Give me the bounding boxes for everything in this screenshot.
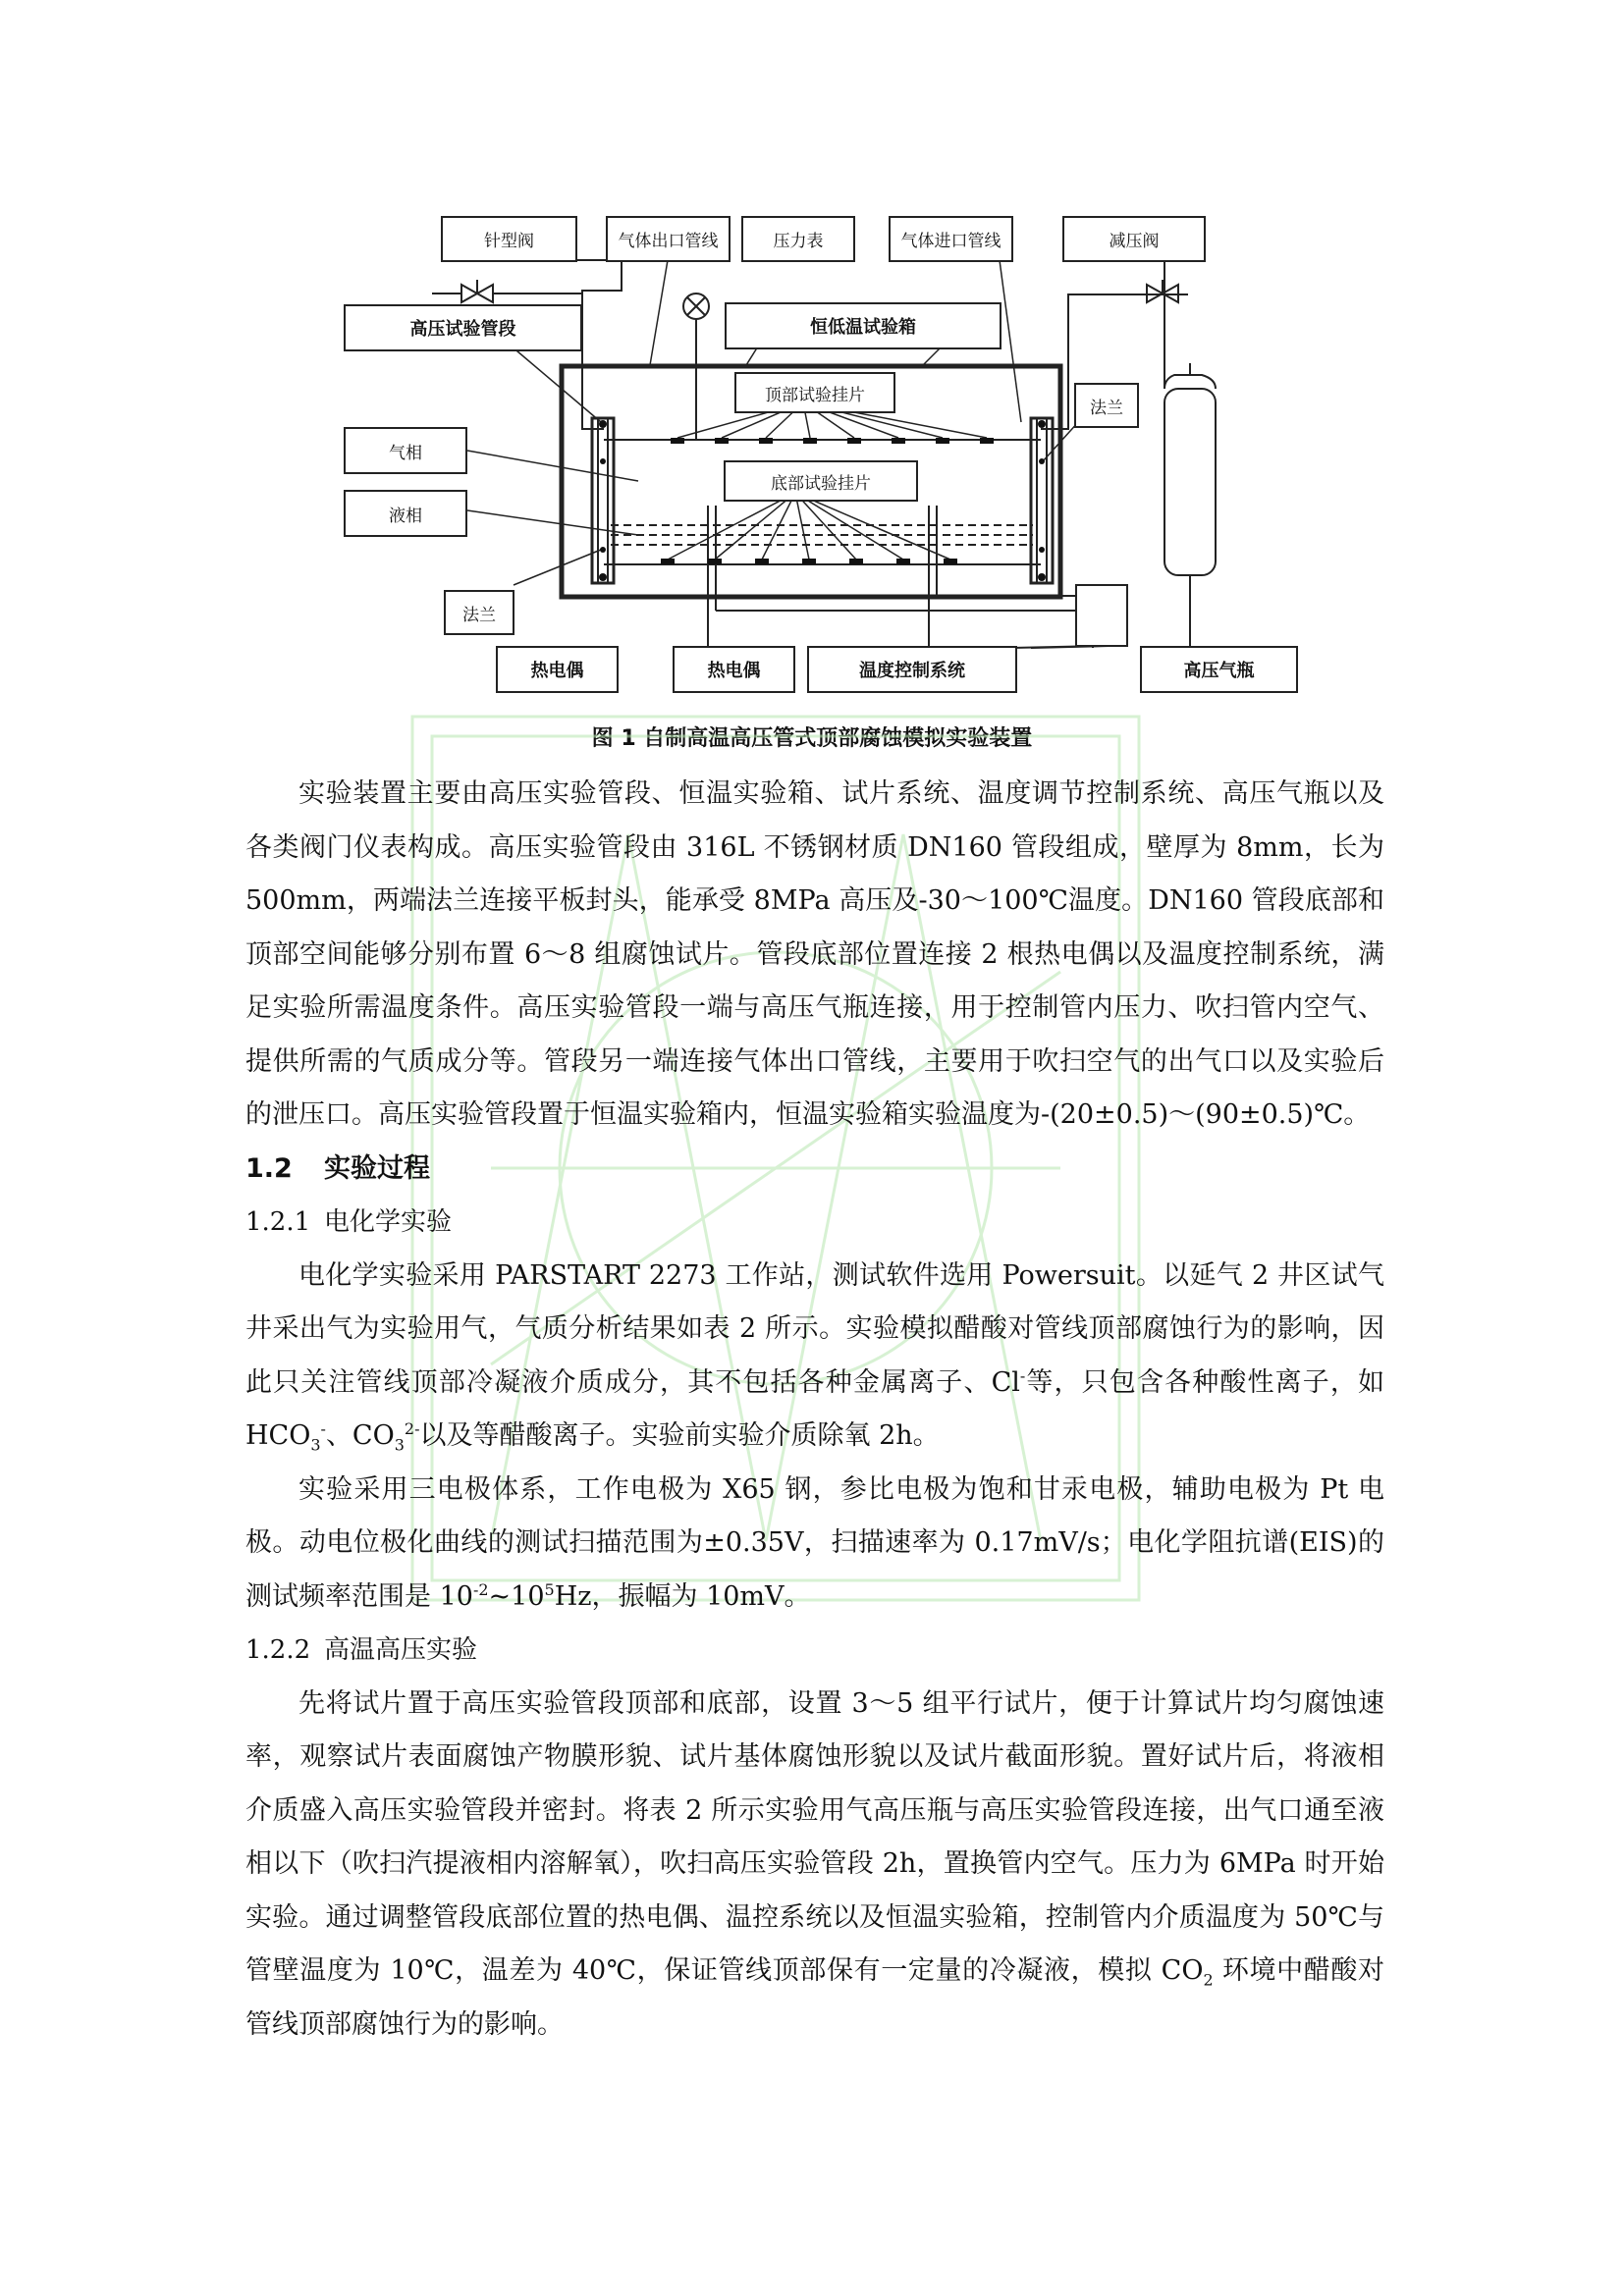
label-pressure-gauge: 压力表: [741, 216, 855, 262]
label-thermocouple-2: 热电偶: [673, 646, 795, 693]
text-run: ~10: [488, 1580, 545, 1612]
label-gas-inlet: 气体进口管线: [889, 216, 1013, 262]
subscript: 3: [394, 1435, 405, 1455]
section-heading-1-2-2: [245, 1624, 1384, 1678]
superscript: 2-: [404, 1419, 420, 1438]
body-text: [245, 768, 1384, 2052]
label-gas-outlet: 气体出口管线: [606, 216, 731, 262]
section-title: 实验过程: [324, 1152, 430, 1184]
text-run: 实验采用三电极体系，工作电极为 X65 钢，参比电极为饱和甘汞电极，辅助电极为 Pt 电极。动电位极化曲线的测试扫描范围为±0.35V，扫描速率为 0.17mV/s；电化学阻抗谱(EIS)的测试频率范围是 10: [245, 1473, 1384, 1612]
subscript: 2: [1203, 1970, 1214, 1990]
text-run: 、CO: [325, 1420, 395, 1451]
section-heading-1-2: [245, 1143, 1384, 1197]
diagram-lines: [0, 0, 1624, 726]
subscript: 3: [310, 1435, 321, 1455]
superscript: -2: [472, 1579, 489, 1599]
text-run: Hz，振幅为 10mV。: [554, 1580, 811, 1612]
label-needle-valve: 针型阀: [441, 216, 577, 262]
paragraph-apparatus: 实验装置主要由高压实验管段、恒温实验箱、试片系统、温度调节控制系统、高压气瓶以及各类阀门仪表构成。高压实验管段由 316L 不锈钢材质 DN160 管段组成，壁厚为 8mm，长为 500mm，两端法兰连接平板封头，能承受 8MPa 高压及-30～100℃温度。DN160 管段底部和顶部空间能够分别布置 6～8 组腐蚀试片。管段底部位置连接 2 根热电偶以及温度控制系统，满足实验所需温度条件。高压实验管段一端与高压气瓶连接，用于控制管内压力、吹扫管内空气、提供所需的气质成分等。管段另一端连接气体出口管线，主要用于吹扫空气的出气口以及实验后的泄压口。高压实验管段置于恒温实验箱内，恒温实验箱实验温度为-(20±0.5)～(90±0.5)℃。: [245, 778, 1384, 1130]
subsection-number: 1.2.1: [245, 1207, 311, 1237]
paragraph-electrode-system: [245, 1464, 1384, 1625]
text-run: 先将试片置于高压实验管段顶部和底部，设置 3～5 组平行试片，便于计算试片均匀腐蚀速率，观察试片表面腐蚀产物膜形貌、试片基体腐蚀形貌以及试片截面形貌。置好试片后，将液相介质盛入高压实验管段并密封。将表 2 所示实验用气高压瓶与高压实验管段连接，出气口通至液相以下（吹扫汽提液相内溶解氧），吹扫高压实验管段 2h，置换管内空气。压力为 6MPa 时开始实验。通过调整管段底部位置的热电偶、温控系统以及恒温实验箱，控制管内介质温度为 50℃与管壁温度为 10℃，温差为 40℃，保证管线顶部保有一定量的冷凝液，模拟 CO: [245, 1687, 1384, 1986]
label-gas-cylinder: 高压气瓶: [1140, 646, 1298, 693]
label-flange-left: 法兰: [444, 590, 514, 635]
section-number: 1.2: [245, 1152, 293, 1184]
label-hp-test-section: 高压试验管段: [344, 304, 582, 351]
label-temp-control: 温度控制系统: [807, 646, 1017, 693]
text-run: 环境中醋酸对管线顶部腐蚀行为的影响。: [245, 1955, 1384, 2040]
label-liquid-phase: 液相: [344, 490, 467, 537]
subsection-title: 电化学实验: [324, 1207, 453, 1237]
paragraph-electrochem: [245, 1250, 1384, 1464]
apparatus-diagram: [0, 0, 1624, 726]
label-bottom-coupon: 底部试验挂片: [724, 460, 918, 502]
subsection-number: 1.2.2: [245, 1635, 311, 1665]
text-run: 电化学实验采用 PARSTART 2273 工作站，测试软件选用 Powersuit。以延气 2 井区试气井采出气为实验用气，气质分析结果如表 2 所示。实验模拟醋酸对管线顶部腐蚀行为的影响，因此只关注管线顶部冷凝液介质成分，其不包括各种金属离子、Cl: [245, 1259, 1384, 1398]
figure-caption: 图 1 自制高温高压管式顶部腐蚀模拟实验装置: [591, 726, 1033, 751]
label-thermocouple-1: 热电偶: [496, 646, 619, 693]
section-heading-1-2-1: [245, 1196, 1384, 1250]
superscript: 5: [544, 1579, 555, 1599]
label-reducing-valve: 减压阀: [1062, 216, 1206, 262]
superscript: -: [320, 1419, 326, 1438]
superscript: -: [1019, 1365, 1026, 1385]
label-top-coupon: 顶部试验挂片: [734, 372, 895, 413]
paragraph-hthp-experiment: [245, 1678, 1384, 2053]
label-thermostat-box: 恒低温试验箱: [725, 302, 1001, 349]
subsection-title: 高温高压实验: [324, 1635, 478, 1665]
text-run: 等，只包含各种酸性离子，如 HCO: [245, 1366, 1385, 1451]
text-run: 以及等醋酸离子。实验前实验介质除氧 2h。: [419, 1420, 940, 1451]
label-gas-phase: 气相: [344, 427, 467, 474]
label-flange-right: 法兰: [1074, 383, 1139, 428]
